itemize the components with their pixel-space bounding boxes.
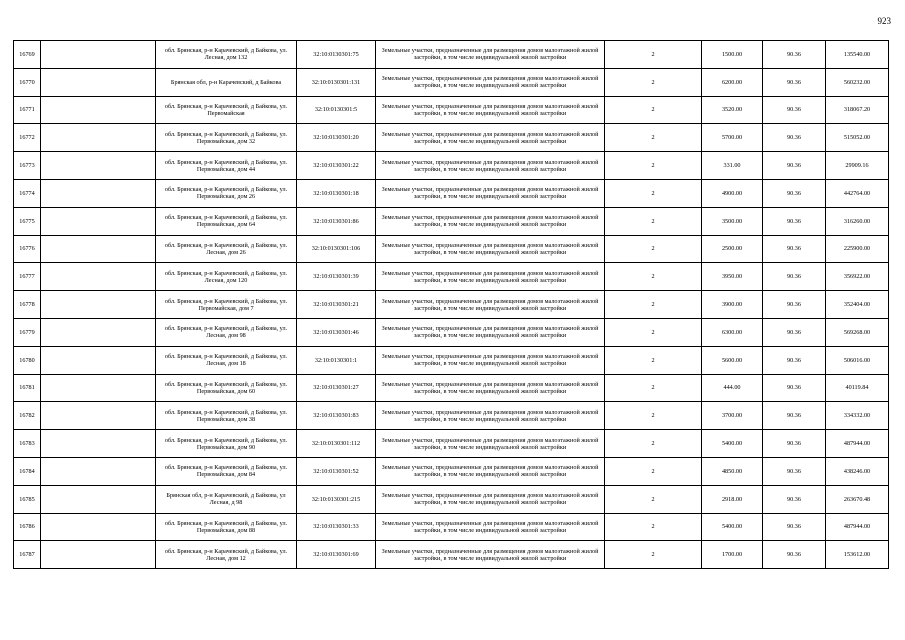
land-purpose-cell: Земельные участки, предназначенные для размещения домов малоэтажной жилой застройки, в том числе индивидуальной жилой застройки — [376, 179, 605, 207]
table-row — [14, 541, 889, 569]
table-row — [14, 346, 889, 374]
area-cell: 5700.00 — [702, 124, 763, 152]
cadastral-value-cell: 263670.48 — [826, 485, 889, 513]
rate-cell: 90.36 — [763, 207, 826, 235]
category-cell: 2 — [605, 374, 702, 402]
land-purpose-cell: Земельные участки, предназначенные для размещения домов малоэтажной жилой застройки, в том числе индивидуальной жилой застройки — [376, 318, 605, 346]
rate-cell: 90.36 — [763, 124, 826, 152]
cadastral-number-cell: 32:10:0130301:46 — [297, 318, 376, 346]
rate-cell: 90.36 — [763, 291, 826, 319]
land-purpose-cell: Земельные участки, предназначенные для размещения домов малоэтажной жилой застройки, в том числе индивидуальной жилой застройки — [376, 124, 605, 152]
rate-cell: 90.36 — [763, 541, 826, 569]
row-number-cell: 16780 — [14, 346, 41, 374]
area-cell: 1500.00 — [702, 41, 763, 69]
category-cell: 2 — [605, 41, 702, 69]
rate-cell: 90.36 — [763, 68, 826, 96]
cadastral-value-cell: 560232.00 — [826, 68, 889, 96]
rate-cell: 90.36 — [763, 346, 826, 374]
address-cell: обл. Брянская, р-н Карачевский, д Байкова, ул. Первомайская, дом 26 — [156, 179, 297, 207]
cadastral-value-cell: 442764.00 — [826, 179, 889, 207]
category-cell: 2 — [605, 402, 702, 430]
address-cell: обл. Брянская, р-н Карачевский, д Байкова, ул. Первомайская, дом 44 — [156, 152, 297, 180]
table-row — [14, 41, 889, 69]
cadastral-number-cell: 32:10:0130301:86 — [297, 207, 376, 235]
land-purpose-cell: Земельные участки, предназначенные для размещения домов малоэтажной жилой застройки, в том числе индивидуальной жилой застройки — [376, 485, 605, 513]
area-cell: 3950.00 — [702, 263, 763, 291]
land-purpose-cell: Земельные участки, предназначенные для размещения домов малоэтажной жилой застройки, в том числе индивидуальной жилой застройки — [376, 346, 605, 374]
cadastral-value-cell: 438246.00 — [826, 457, 889, 485]
table-row — [14, 318, 889, 346]
cadastral-number-cell: 32:10:0130301:21 — [297, 291, 376, 319]
row-number-cell: 16772 — [14, 124, 41, 152]
cadastral-number-cell: 32:10:0130301:131 — [297, 68, 376, 96]
area-cell: 4850.00 — [702, 457, 763, 485]
area-cell: 1700.00 — [702, 541, 763, 569]
table-row — [14, 207, 889, 235]
address-cell: обл. Брянская, р-н Карачевский, д Байкова, ул. Первомайская, дом 60 — [156, 374, 297, 402]
blank-cell — [41, 430, 156, 458]
area-cell: 6300.00 — [702, 318, 763, 346]
blank-cell — [41, 541, 156, 569]
category-cell: 2 — [605, 318, 702, 346]
cadastral-number-cell: 32:10:0130301:20 — [297, 124, 376, 152]
cadastral-value-cell: 153612.00 — [826, 541, 889, 569]
table-row — [14, 513, 889, 541]
table-body — [14, 41, 889, 569]
area-cell: 331.00 — [702, 152, 763, 180]
table-row — [14, 235, 889, 263]
table-row — [14, 96, 889, 124]
land-purpose-cell: Земельные участки, предназначенные для размещения домов малоэтажной жилой застройки, в том числе индивидуальной жилой застройки — [376, 96, 605, 124]
land-purpose-cell: Земельные участки, предназначенные для размещения домов малоэтажной жилой застройки, в том числе индивидуальной жилой застройки — [376, 235, 605, 263]
area-cell: 6200.00 — [702, 68, 763, 96]
address-cell: обл. Брянская, р-н Карачевский, д Байкова, ул. Первомайская, дом 84 — [156, 457, 297, 485]
cadastral-value-cell: 318067.20 — [826, 96, 889, 124]
area-cell: 5600.00 — [702, 346, 763, 374]
blank-cell — [41, 485, 156, 513]
blank-cell — [41, 96, 156, 124]
area-cell: 444.00 — [702, 374, 763, 402]
cadastral-number-cell: 32:10:0130301:83 — [297, 402, 376, 430]
address-cell: Брянская обл, р-н Карачевский, д Байкова, ул Лесная, д 98 — [156, 485, 297, 513]
address-cell: обл. Брянская, р-н Карачевский, д Байкова, ул. Первомайская, дом 88 — [156, 513, 297, 541]
address-cell: обл. Брянская, р-н Карачевский, д Байкова, ул. Лесная, дом 120 — [156, 263, 297, 291]
row-number-cell: 16775 — [14, 207, 41, 235]
rate-cell: 90.36 — [763, 179, 826, 207]
row-number-cell: 16769 — [14, 41, 41, 69]
cadastral-value-cell: 356922.00 — [826, 263, 889, 291]
table-row — [14, 263, 889, 291]
cadastral-value-cell: 515052.00 — [826, 124, 889, 152]
rate-cell: 90.36 — [763, 457, 826, 485]
blank-cell — [41, 374, 156, 402]
rate-cell: 90.36 — [763, 152, 826, 180]
land-purpose-cell: Земельные участки, предназначенные для размещения домов малоэтажной жилой застройки, в том числе индивидуальной жилой застройки — [376, 207, 605, 235]
cadastral-number-cell: 32:10:0130301:5 — [297, 96, 376, 124]
blank-cell — [41, 402, 156, 430]
table-row — [14, 68, 889, 96]
blank-cell — [41, 263, 156, 291]
cadastral-value-cell: 135540.00 — [826, 41, 889, 69]
blank-cell — [41, 346, 156, 374]
cadastral-number-cell: 32:10:0130301:18 — [297, 179, 376, 207]
category-cell: 2 — [605, 291, 702, 319]
row-number-cell: 16770 — [14, 68, 41, 96]
address-cell: обл. Брянская, р-н Карачевский, д Байкова, ул. Первомайская, дом 90 — [156, 430, 297, 458]
blank-cell — [41, 291, 156, 319]
category-cell: 2 — [605, 541, 702, 569]
table-row — [14, 457, 889, 485]
area-cell: 5400.00 — [702, 430, 763, 458]
cadastral-value-cell: 29909.16 — [826, 152, 889, 180]
category-cell: 2 — [605, 207, 702, 235]
address-cell: обл. Брянская, р-н Карачевский, д Байкова, ул. Лесная, дом 132 — [156, 41, 297, 69]
area-cell: 3700.00 — [702, 402, 763, 430]
cadastral-number-cell: 32:10:0130301:106 — [297, 235, 376, 263]
cadastral-value-cell: 352404.00 — [826, 291, 889, 319]
address-cell: обл. Брянская, р-н Карачевский, д Байкова, ул. Лесная, дом 26 — [156, 235, 297, 263]
rate-cell: 90.36 — [763, 485, 826, 513]
table-row — [14, 152, 889, 180]
land-plot-table — [13, 40, 889, 569]
land-purpose-cell: Земельные участки, предназначенные для размещения домов малоэтажной жилой застройки, в том числе индивидуальной жилой застройки — [376, 513, 605, 541]
blank-cell — [41, 179, 156, 207]
area-cell: 3500.00 — [702, 207, 763, 235]
category-cell: 2 — [605, 430, 702, 458]
blank-cell — [41, 68, 156, 96]
table-row — [14, 374, 889, 402]
cadastral-number-cell: 32:10:0130301:22 — [297, 152, 376, 180]
category-cell: 2 — [605, 263, 702, 291]
address-cell: обл. Брянская, р-н Карачевский, д Байкова, ул. Первомайская, дом 38 — [156, 402, 297, 430]
blank-cell — [41, 513, 156, 541]
row-number-cell: 16781 — [14, 374, 41, 402]
blank-cell — [41, 207, 156, 235]
rate-cell: 90.36 — [763, 402, 826, 430]
cadastral-value-cell: 225900.00 — [826, 235, 889, 263]
cadastral-number-cell: 32:10:0130301:39 — [297, 263, 376, 291]
cadastral-number-cell: 32:10:0130301:52 — [297, 457, 376, 485]
row-number-cell: 16786 — [14, 513, 41, 541]
rate-cell: 90.36 — [763, 374, 826, 402]
blank-cell — [41, 235, 156, 263]
land-purpose-cell: Земельные участки, предназначенные для размещения домов малоэтажной жилой застройки, в том числе индивидуальной жилой застройки — [376, 41, 605, 69]
address-cell: обл. Брянская, р-н Карачевский, д Байкова, ул. Первомайская — [156, 96, 297, 124]
area-cell: 5400.00 — [702, 513, 763, 541]
blank-cell — [41, 124, 156, 152]
area-cell: 3520.00 — [702, 96, 763, 124]
address-cell: обл. Брянская, р-н Карачевский, д Байкова, ул. Первомайская, дом 64 — [156, 207, 297, 235]
area-cell: 4900.00 — [702, 179, 763, 207]
address-cell: обл. Брянская, р-н Карачевский, д Байкова, ул. Лесная, дом 98 — [156, 318, 297, 346]
table-row — [14, 430, 889, 458]
category-cell: 2 — [605, 68, 702, 96]
category-cell: 2 — [605, 96, 702, 124]
blank-cell — [41, 41, 156, 69]
area-cell: 3900.00 — [702, 291, 763, 319]
category-cell: 2 — [605, 152, 702, 180]
land-purpose-cell: Земельные участки, предназначенные для размещения домов малоэтажной жилой застройки, в том числе индивидуальной жилой застройки — [376, 291, 605, 319]
row-number-cell: 16777 — [14, 263, 41, 291]
rate-cell: 90.36 — [763, 235, 826, 263]
address-cell: обл. Брянская, р-н Карачевский, д Байкова, ул. Первомайская, дом 7 — [156, 291, 297, 319]
area-cell: 2500.00 — [702, 235, 763, 263]
land-purpose-cell: Земельные участки, предназначенные для размещения домов малоэтажной жилой застройки, в том числе индивидуальной жилой застройки — [376, 430, 605, 458]
cadastral-number-cell: 32:10:0130301:75 — [297, 41, 376, 69]
blank-cell — [41, 152, 156, 180]
cadastral-value-cell: 569268.00 — [826, 318, 889, 346]
cadastral-number-cell: 32:10:0130301:112 — [297, 430, 376, 458]
table-row — [14, 402, 889, 430]
cadastral-number-cell: 32:10:0130301:215 — [297, 485, 376, 513]
cadastral-number-cell: 32:10:0130301:33 — [297, 513, 376, 541]
address-cell: Брянская обл, р-н Карачевский, д Байкова — [156, 68, 297, 96]
cadastral-value-cell: 316260.00 — [826, 207, 889, 235]
address-cell: обл. Брянская, р-н Карачевский, д Байкова, ул. Лесная, дом 12 — [156, 541, 297, 569]
cadastral-number-cell: 32:10:0130301:27 — [297, 374, 376, 402]
land-purpose-cell: Земельные участки, предназначенные для размещения домов малоэтажной жилой застройки, в том числе индивидуальной жилой застройки — [376, 374, 605, 402]
land-purpose-cell: Земельные участки, предназначенные для размещения домов малоэтажной жилой застройки, в том числе индивидуальной жилой застройки — [376, 152, 605, 180]
cadastral-value-cell: 487944.00 — [826, 513, 889, 541]
blank-cell — [41, 457, 156, 485]
land-purpose-cell: Земельные участки, предназначенные для размещения домов малоэтажной жилой застройки, в том числе индивидуальной жилой застройки — [376, 402, 605, 430]
rate-cell: 90.36 — [763, 41, 826, 69]
rate-cell: 90.36 — [763, 318, 826, 346]
blank-cell — [41, 318, 156, 346]
row-number-cell: 16776 — [14, 235, 41, 263]
cadastral-value-cell: 506016.00 — [826, 346, 889, 374]
cadastral-number-cell: 32:10:0130301:69 — [297, 541, 376, 569]
table-row — [14, 179, 889, 207]
table-row — [14, 124, 889, 152]
table-row — [14, 485, 889, 513]
category-cell: 2 — [605, 485, 702, 513]
row-number-cell: 16782 — [14, 402, 41, 430]
category-cell: 2 — [605, 235, 702, 263]
address-cell: обл. Брянская, р-н Карачевский, д Байкова, ул. Лесная, дом 18 — [156, 346, 297, 374]
cadastral-value-cell: 487944.00 — [826, 430, 889, 458]
category-cell: 2 — [605, 346, 702, 374]
row-number-cell: 16787 — [14, 541, 41, 569]
category-cell: 2 — [605, 457, 702, 485]
rate-cell: 90.36 — [763, 263, 826, 291]
row-number-cell: 16779 — [14, 318, 41, 346]
category-cell: 2 — [605, 179, 702, 207]
row-number-cell: 16784 — [14, 457, 41, 485]
row-number-cell: 16783 — [14, 430, 41, 458]
land-purpose-cell: Земельные участки, предназначенные для размещения домов малоэтажной жилой застройки, в том числе индивидуальной жилой застройки — [376, 457, 605, 485]
cadastral-value-cell: 334332.00 — [826, 402, 889, 430]
row-number-cell: 16773 — [14, 152, 41, 180]
table-row — [14, 291, 889, 319]
land-purpose-cell: Земельные участки, предназначенные для размещения домов малоэтажной жилой застройки, в том числе индивидуальной жилой застройки — [376, 263, 605, 291]
row-number-cell: 16778 — [14, 291, 41, 319]
row-number-cell: 16771 — [14, 96, 41, 124]
cadastral-value-cell: 40119.84 — [826, 374, 889, 402]
address-cell: обл. Брянская, р-н Карачевский, д Байкова, ул. Первомайская, дом 32 — [156, 124, 297, 152]
rate-cell: 90.36 — [763, 430, 826, 458]
page-number: 923 — [877, 16, 891, 26]
land-purpose-cell: Земельные участки, предназначенные для размещения домов малоэтажной жилой застройки, в том числе индивидуальной жилой застройки — [376, 541, 605, 569]
area-cell: 2918.00 — [702, 485, 763, 513]
land-purpose-cell: Земельные участки, предназначенные для размещения домов малоэтажной жилой застройки, в том числе индивидуальной жилой застройки — [376, 68, 605, 96]
rate-cell: 90.36 — [763, 96, 826, 124]
rate-cell: 90.36 — [763, 513, 826, 541]
row-number-cell: 16785 — [14, 485, 41, 513]
category-cell: 2 — [605, 513, 702, 541]
cadastral-number-cell: 32:10:0130301:1 — [297, 346, 376, 374]
row-number-cell: 16774 — [14, 179, 41, 207]
category-cell: 2 — [605, 124, 702, 152]
